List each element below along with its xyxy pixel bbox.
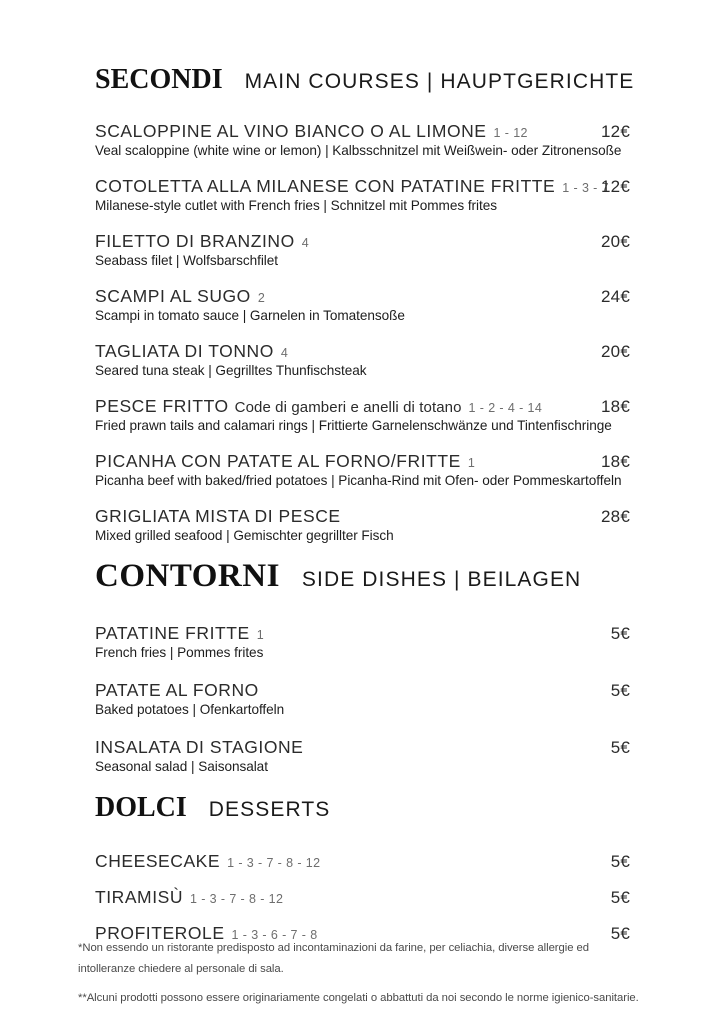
menu-item-left bbox=[95, 231, 591, 252]
menu-item-description: Seabass filet | Wolfsbarschfilet bbox=[95, 253, 279, 268]
menu-item-row bbox=[95, 737, 630, 758]
menu-item-row bbox=[95, 341, 630, 362]
menu-item-allergens: 1 - 2 - 4 - 14 bbox=[468, 401, 543, 415]
menu-item-description: Picanha beef with baked/fried potatoes | Picanha-Rind mit Ofen- oder Pommeskartoffeln bbox=[95, 473, 622, 488]
menu-item-name: TAGLIATA DI TONNO bbox=[95, 341, 274, 361]
menu-item-allergens: 4 bbox=[301, 236, 310, 250]
menu-item-allergens: 1 - 12 bbox=[493, 126, 528, 140]
menu-item-allergens: 1 bbox=[256, 628, 265, 642]
menu-item-price: 5€ bbox=[610, 888, 630, 907]
menu-item-name: INSALATA DI STAGIONE bbox=[95, 737, 304, 757]
section-subtitle-secondi: MAIN COURSES | HAUPTGERICHTE bbox=[244, 70, 635, 93]
menu-item-allergens: 1 - 3 - 7 - 8 - 12 bbox=[227, 856, 321, 870]
menu-item-name: PESCE FRITTO bbox=[95, 396, 229, 416]
menu-item bbox=[95, 341, 630, 378]
menu-item bbox=[95, 887, 630, 908]
menu-item-row bbox=[95, 680, 630, 701]
menu-item-price: 5€ bbox=[610, 738, 630, 757]
menu-section-dolci bbox=[0, 780, 724, 959]
menu-item-description: Scampi in tomato sauce | Garnelen in Tomatensoße bbox=[95, 308, 405, 323]
menu-item bbox=[95, 231, 630, 268]
menu-item-row bbox=[95, 176, 630, 197]
menu-item-row bbox=[95, 286, 630, 307]
menu-item-name: PICANHA CON PATATE AL FORNO/FRITTE bbox=[95, 451, 461, 471]
menu-item-allergens: 1 - 3 - 7 - 8 - 12 bbox=[190, 892, 284, 906]
menu-item-name: GRIGLIATA MISTA DI PESCE bbox=[95, 506, 341, 526]
section-heading-contorni bbox=[95, 560, 724, 593]
menu-item-price: 5€ bbox=[610, 624, 630, 643]
menu-item-name: COTOLETTA ALLA MILANESE CON PATATINE FRITTE bbox=[95, 176, 556, 196]
menu-item-description: Veal scaloppine (white wine or lemon) | Kalbsschnitzel mit Weißwein- oder Zitronensoße bbox=[95, 143, 622, 158]
menu-item bbox=[95, 623, 630, 660]
menu-item bbox=[95, 121, 630, 158]
menu-item-description: Baked potatoes | Ofenkartoffeln bbox=[95, 702, 285, 717]
section-heading-dolci bbox=[95, 780, 724, 825]
menu-item-price: 24€ bbox=[601, 287, 630, 306]
menu-item bbox=[95, 737, 630, 774]
section-title-contorni: CONTORNI bbox=[95, 558, 280, 594]
section-title-secondi: secondi bbox=[95, 52, 223, 97]
menu-item-allergens: 1 - 3 - 6 - 7 - 8 bbox=[231, 928, 318, 942]
footnote: **Alcuni prodotti possono essere originariamente congelati o abbattuti da noi secondo le norme igienico-sanitarie. bbox=[78, 991, 639, 1004]
menu-item-name: FILETTO DI BRANZINO bbox=[95, 231, 295, 251]
menu-item-description: Seasonal salad | Saisonsalat bbox=[95, 759, 268, 774]
menu-item-row bbox=[95, 121, 630, 142]
menu-item-left bbox=[95, 887, 601, 908]
menu-item-description: Seared tuna steak | Gegrilltes Thunfischsteak bbox=[95, 363, 367, 378]
menu-item-name: SCAMPI AL SUGO bbox=[95, 286, 251, 306]
menu-item-row bbox=[95, 396, 630, 417]
footnote: *Non essendo un ristorante predisposto ad incontaminazioni da farine, per celiachia, diverse allergie ed intolleranze chiedere al personale di sala. bbox=[78, 942, 589, 975]
menu-item-left bbox=[95, 506, 591, 527]
menu-item-row bbox=[95, 451, 630, 472]
menu-item-price: 18€ bbox=[601, 397, 630, 416]
menu-item-description: Mixed grilled seafood | Gemischter gegrillter Fisch bbox=[95, 528, 394, 543]
menu-item-left bbox=[95, 121, 591, 142]
menu-item-left bbox=[95, 286, 591, 307]
menu-item bbox=[95, 851, 630, 872]
menu-item bbox=[95, 396, 630, 433]
menu-item-description: French fries | Pommes frites bbox=[95, 645, 264, 660]
menu-item-price: 28€ bbox=[601, 507, 630, 526]
menu-item bbox=[95, 451, 630, 488]
menu-item-allergens: 1 bbox=[467, 456, 476, 470]
menu-item-price: 12€ bbox=[601, 177, 630, 196]
menu-item-price: 20€ bbox=[601, 342, 630, 361]
menu-item-left bbox=[95, 623, 601, 644]
section-title-dolci: dolci bbox=[95, 780, 187, 825]
menu-item-list-dolci bbox=[95, 851, 630, 944]
footnotes bbox=[78, 938, 648, 1009]
menu-item bbox=[95, 506, 630, 543]
section-subtitle-contorni: SIDE DISHES | BEILAGEN bbox=[301, 568, 582, 591]
menu-item-price: 5€ bbox=[610, 852, 630, 871]
menu-item-name: PROFITEROLE bbox=[95, 923, 225, 943]
menu-item-price: 5€ bbox=[610, 681, 630, 700]
section-subtitle-dolci: DESSERTS bbox=[208, 798, 331, 821]
menu-item-description: Milanese-style cutlet with French fries | Schnitzel mit Pommes frites bbox=[95, 198, 497, 213]
menu-item-left bbox=[95, 451, 591, 472]
menu-item bbox=[95, 176, 630, 213]
menu-item-description: Fried prawn tails and calamari rings | Frittierte Garnelenschwänze und Tintenfischringe bbox=[95, 418, 612, 433]
menu-item-allergens: 1 - 3 - 7 bbox=[562, 181, 609, 195]
menu-item-left bbox=[95, 176, 609, 197]
menu-item-name: PATATINE FRITTE bbox=[95, 623, 250, 643]
menu-item-left bbox=[95, 680, 601, 701]
menu-item-name: CHEESECAKE bbox=[95, 851, 221, 871]
menu-item-name: SCALOPPINE AL VINO BIANCO O AL LIMONE bbox=[95, 121, 487, 141]
menu-item-allergens: 4 bbox=[280, 346, 289, 360]
menu-item bbox=[95, 680, 630, 717]
menu-item-price: 20€ bbox=[601, 232, 630, 251]
menu-item-qualifier: Code di gamberi e anelli di totano bbox=[234, 399, 462, 416]
menu-item-left bbox=[95, 737, 601, 758]
menu-item bbox=[95, 286, 630, 323]
menu-section-secondi bbox=[0, 52, 724, 561]
menu-section-contorni bbox=[0, 560, 724, 794]
menu-item-row bbox=[95, 506, 630, 527]
menu-item-left bbox=[95, 851, 601, 872]
menu-item-left bbox=[95, 396, 591, 417]
menu-item-row bbox=[95, 231, 630, 252]
menu-item-left bbox=[95, 341, 591, 362]
menu-item-name: TIRAMISÙ bbox=[95, 887, 184, 907]
menu-item-name: PATATE AL FORNO bbox=[95, 680, 259, 700]
section-heading-secondi bbox=[95, 52, 724, 97]
menu-item-list-contorni bbox=[95, 623, 630, 774]
menu-item-row bbox=[95, 851, 630, 872]
menu-item-price: 5€ bbox=[610, 924, 630, 943]
menu-item-row bbox=[95, 887, 630, 908]
menu-item-allergens: 2 bbox=[257, 291, 266, 305]
menu-item-row bbox=[95, 623, 630, 644]
menu-item-list-secondi bbox=[95, 121, 630, 543]
menu-item-price: 12€ bbox=[601, 122, 630, 141]
menu-item-price: 18€ bbox=[601, 452, 630, 471]
